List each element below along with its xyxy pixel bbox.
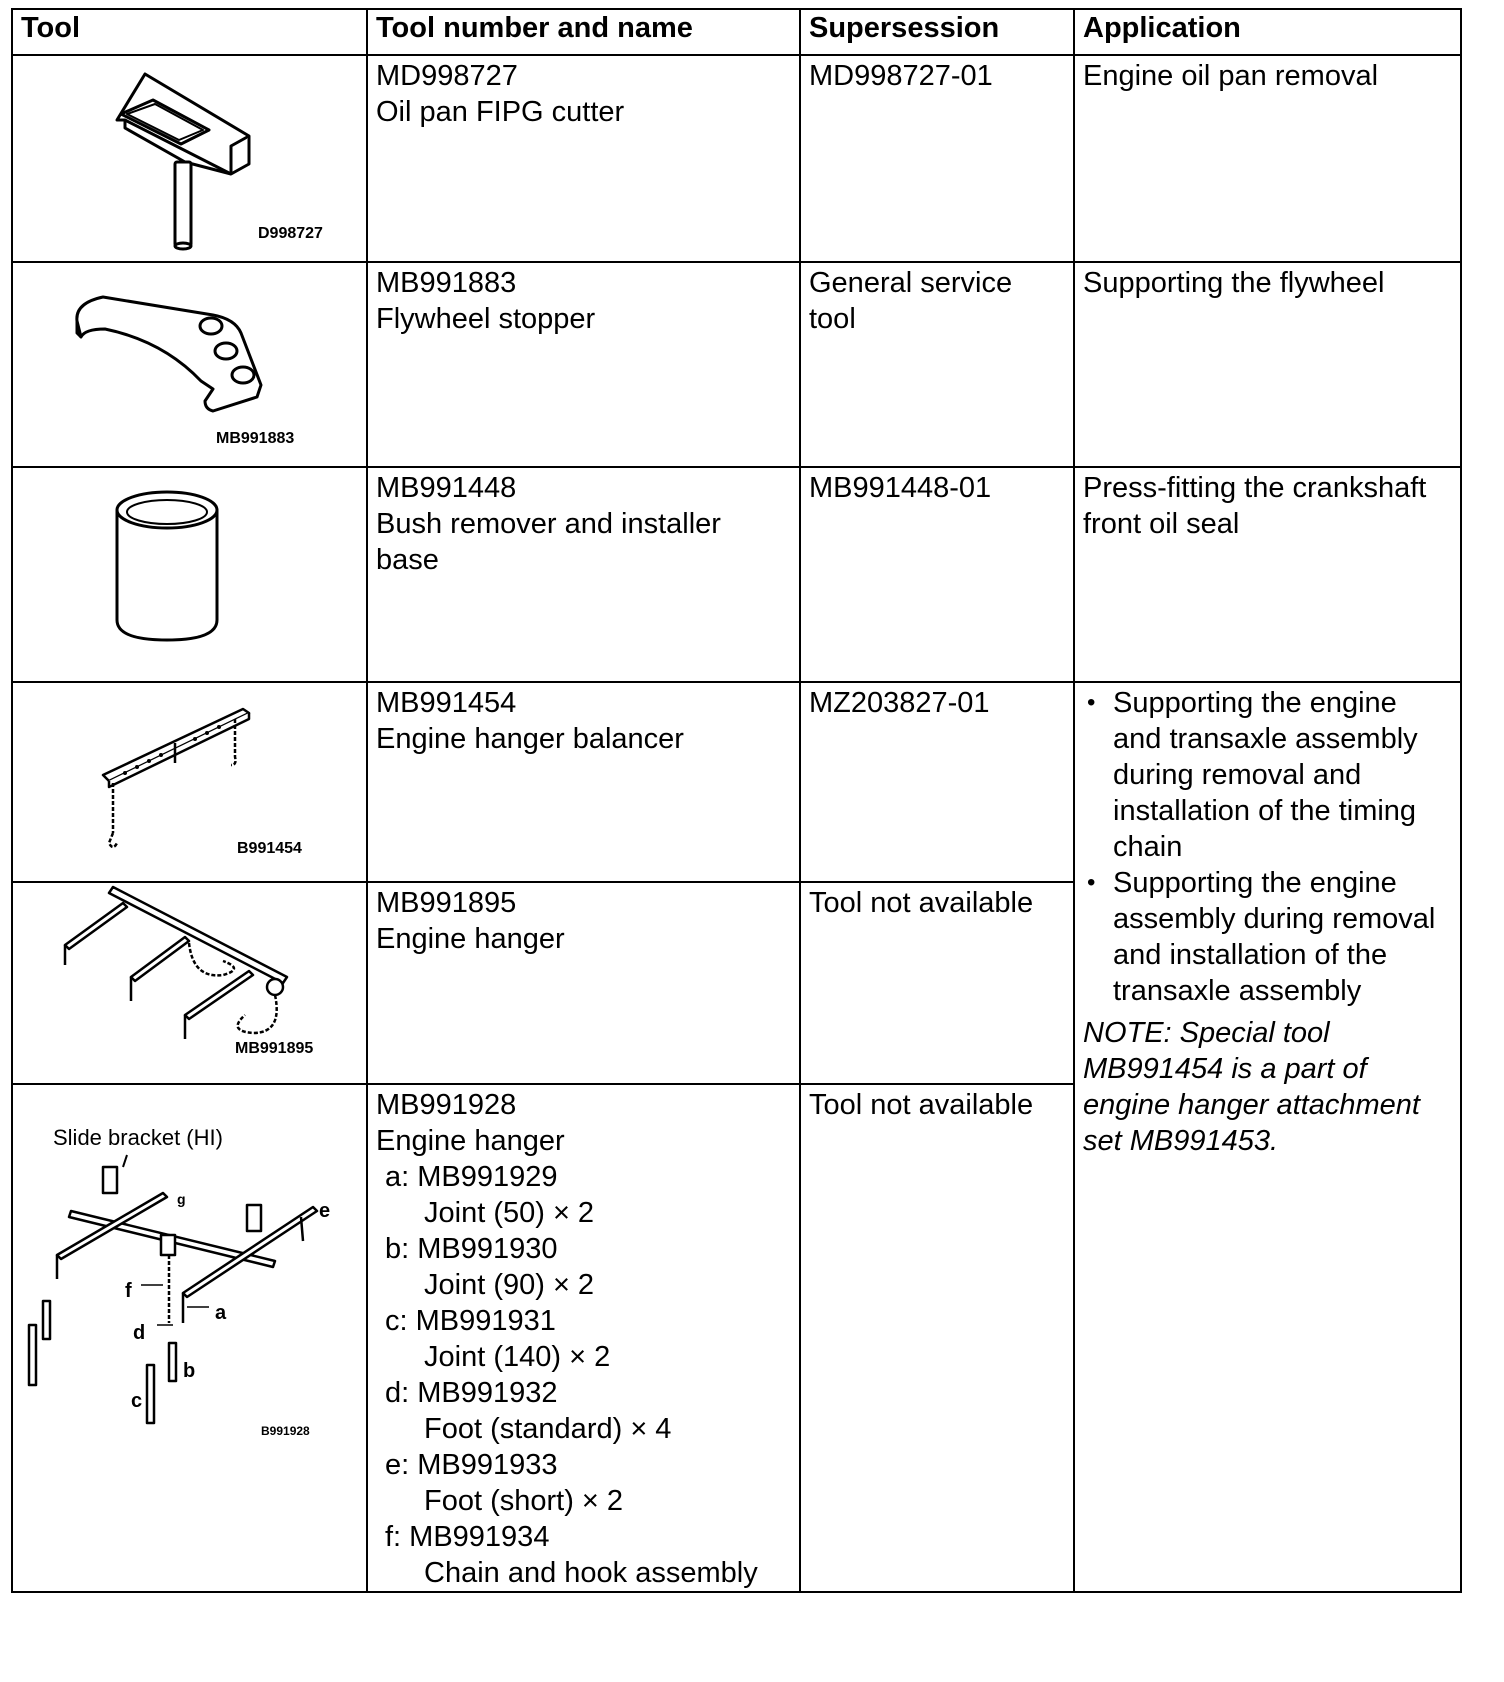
header-tool: Tool [12, 9, 367, 55]
header-number-name: Tool number and name [367, 9, 800, 55]
supersession-cell: MZ203827-01 [800, 682, 1074, 882]
part-desc: Chain and hook assembly [424, 1557, 758, 1589]
tool-image-cell [12, 682, 367, 882]
list-item: • Supporting the engine assembly during removal and installation of the transaxle assembly [1113, 865, 1452, 1009]
table-row [12, 55, 1461, 262]
application-note: NOTE: Special tool MB991454 is a part of engine hanger attachment set MB991453. [1083, 1017, 1420, 1157]
image-code: MB991883 [216, 430, 295, 447]
tool-number-name-cell [367, 262, 800, 467]
part-desc: Joint (50) × 2 [424, 1197, 595, 1229]
part-label-c: c [131, 1390, 143, 1412]
tool-number: MB991928 [376, 1089, 517, 1121]
part-desc: Foot (standard) × 4 [424, 1413, 672, 1445]
tool-image-cell [12, 467, 367, 682]
application-cell-shared [1074, 682, 1461, 1592]
image-code: B991454 [237, 840, 302, 857]
tool-number-name-cell [367, 682, 800, 882]
tool-image-cell [12, 882, 367, 1084]
image-code: MB991895 [235, 1040, 314, 1057]
tool-name: Bush remover and installer base [376, 508, 721, 576]
image-code: B991928 [261, 1424, 310, 1438]
part-code: c: MB991931 [385, 1305, 556, 1337]
table-row [12, 682, 1461, 882]
part-code: f: MB991934 [385, 1521, 550, 1553]
tool-name: Flywheel stopper [376, 303, 596, 335]
application-cell: Engine oil pan removal [1074, 55, 1461, 262]
application-list [1083, 685, 1452, 1009]
supersession-cell: General service tool [800, 262, 1074, 467]
part-label-a: a [215, 1302, 227, 1324]
tool-name: Engine hanger [376, 923, 565, 955]
tool-image-cell [12, 262, 367, 467]
tool-number-name-cell [367, 55, 800, 262]
tool-number: MB991883 [376, 267, 517, 299]
table-row [12, 467, 1461, 682]
special-tools-table [11, 8, 1462, 1593]
tool-name: Engine hanger [376, 1125, 565, 1157]
part-label-d: d [133, 1322, 146, 1344]
part-desc: Joint (140) × 2 [424, 1341, 611, 1373]
part-label-e: e [319, 1200, 331, 1222]
tool-number: MB991448 [376, 472, 517, 504]
part-label-b: b [183, 1360, 196, 1382]
tool-name: Oil pan FIPG cutter [376, 96, 625, 128]
supersession-cell: Tool not available [800, 1084, 1074, 1592]
part-code: b: MB991930 [385, 1233, 558, 1265]
table-row [12, 262, 1461, 467]
tool-number: MB991895 [376, 887, 517, 919]
tool-image-cell [12, 1084, 367, 1592]
part-label-g: g [177, 1191, 186, 1207]
supersession-cell: Tool not available [800, 882, 1074, 1084]
header-application: Application [1074, 9, 1461, 55]
table-header-row [12, 9, 1461, 55]
bush-base-icon [13, 468, 343, 678]
image-caption: Slide bracket (HI) [53, 1125, 223, 1150]
part-code: a: MB991929 [385, 1161, 558, 1193]
part-code: d: MB991932 [385, 1377, 558, 1409]
application-cell: Supporting the flywheel [1074, 262, 1461, 467]
tool-name: Engine hanger balancer [376, 723, 684, 755]
tool-number: MB991454 [376, 687, 517, 719]
tool-number-name-cell [367, 1084, 800, 1592]
engine-hanger-set-icon [13, 1085, 343, 1565]
part-code: e: MB991933 [385, 1449, 558, 1481]
part-desc: Joint (90) × 2 [424, 1269, 595, 1301]
image-code: D998727 [258, 225, 323, 242]
supersession-cell: MB991448-01 [800, 467, 1074, 682]
application-cell: Press-fitting the crankshaft front oil seal [1074, 467, 1461, 682]
tool-number: MD998727 [376, 60, 518, 92]
part-label-f: f [125, 1280, 132, 1302]
supersession-cell: MD998727-01 [800, 55, 1074, 262]
tool-number-name-cell [367, 882, 800, 1084]
header-supersession: Supersession [800, 9, 1074, 55]
tool-image-cell [12, 55, 367, 262]
list-item: • Supporting the engine and transaxle assembly during removal and installation of the timing chain [1113, 685, 1452, 865]
part-desc: Foot (short) × 2 [424, 1485, 624, 1517]
tool-number-name-cell [367, 467, 800, 682]
